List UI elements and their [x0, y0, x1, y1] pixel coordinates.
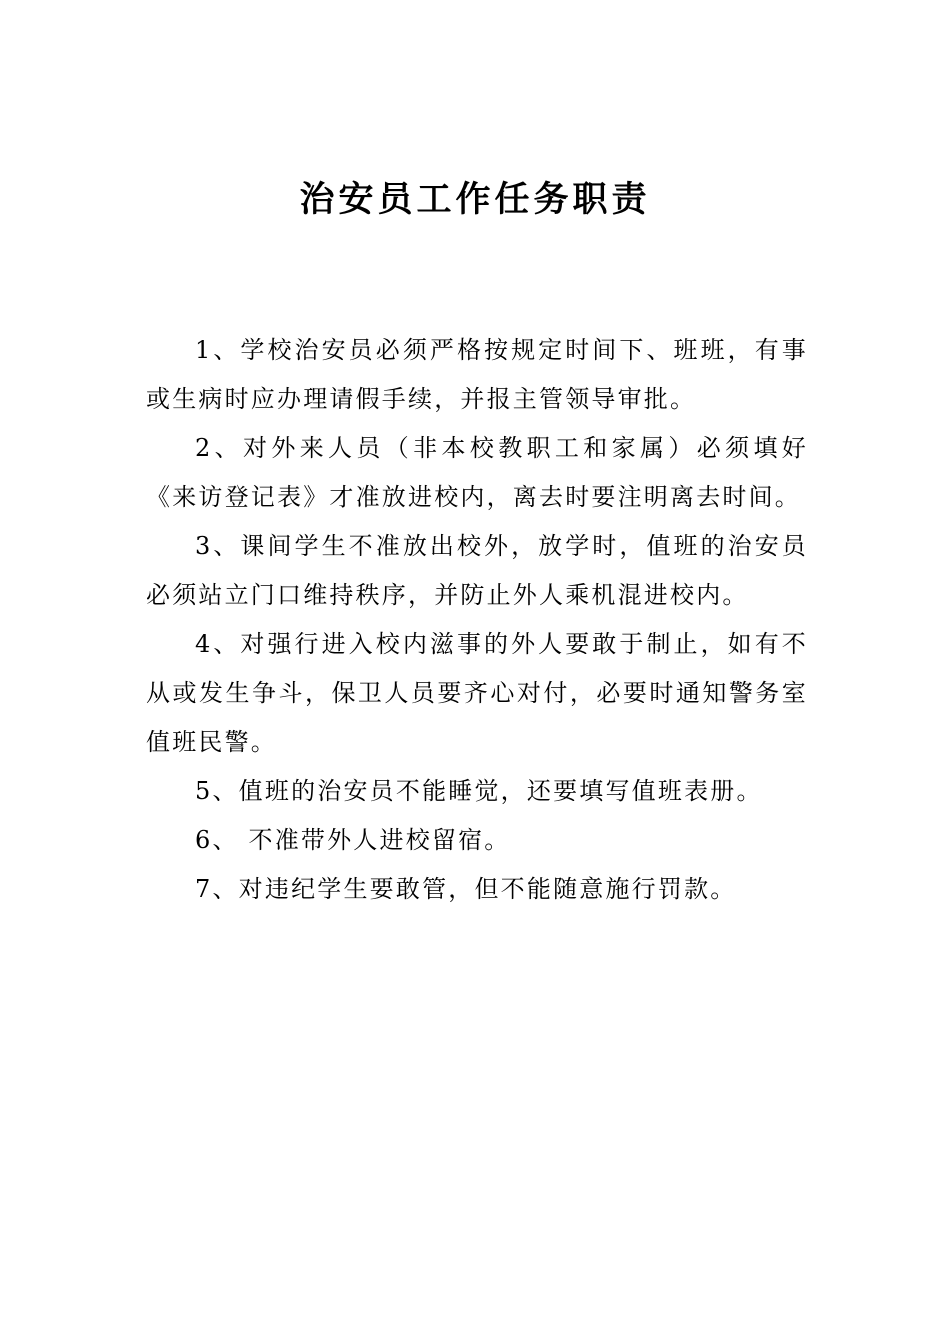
duty-item-4: 4、对强行进入校内滋事的外人要敢于制止，如有不从或发生争斗，保卫人员要齐心对付，必要时通知警务室值班民警。	[146, 630, 808, 756]
document-title: 治安员工作任务职责	[299, 180, 651, 220]
document-body	[146, 326, 808, 914]
duty-item-5: 5、值班的治安员不能睡觉，还要填写值班表册。	[195, 777, 763, 805]
duty-item-6: 6、 不准带外人进校留宿。	[195, 826, 511, 854]
duty-item-3: 3、课间学生不准放出校外，放学时，值班的治安员必须站立门口维持秩序，并防止外人乘机混进校内。	[146, 532, 808, 609]
duty-item-7: 7、对违纪学生要敢管，但不能随意施行罚款。	[195, 875, 737, 903]
duty-item-2: 2、对外来人员（非本校教职工和家属）必须填好《来访登记表》才准放进校内，离去时要注明离去时间。	[146, 434, 808, 511]
duty-item-1: 1、学校治安员必须严格按规定时间下、班班，有事或生病时应办理请假手续，并报主管领导审批。	[146, 336, 808, 413]
